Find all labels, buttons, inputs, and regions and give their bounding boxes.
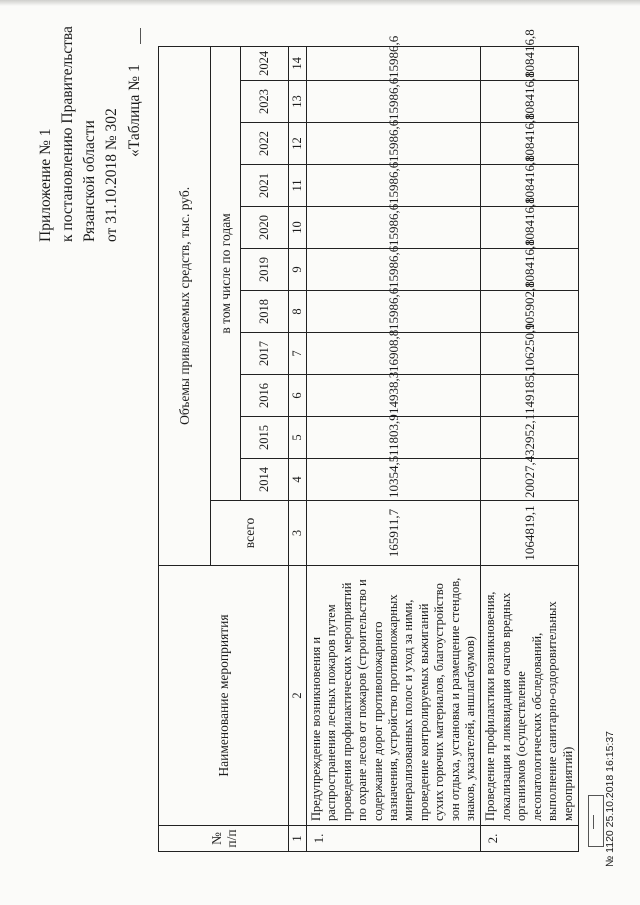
column-index: 12 [289,123,307,165]
appendix-date: от 31.10.2018 № 302 [103,108,120,242]
table-row [481,46,578,851]
table-row [307,46,481,851]
row-number: 2. [481,826,578,852]
col-total-header: всего [211,501,289,566]
col-num-header: № п/п [159,826,289,852]
activity-name: Предупреждение возникновения и распространения лесных пожаров путем проведения профилактических мероприятий по охране лесов от пожаров (строительство и содержание дорог противопожарного назначения, устройство противопожарных минерализованных полос и уход за ними, проведение контролируемых выжиганий сухих горючих материалов, благоустройство зон отдыха, установка и размещение стендов, знаков, указателей, аншлагбаумов) [307,566,481,826]
year-header: 2022 [241,123,289,165]
col-volumes-header: Объемы привлекаемых средств, тыс. руб. [159,46,211,565]
activity-name: Проведение профилактики возникновения, локализация и ликвидация очагов вредных организмов (осуществление лесопатологических обследований, выполнение санитарно-оздоровительных мероприятий) [481,566,578,826]
year-header: 2019 [241,249,289,291]
column-index: 5 [289,417,307,459]
row-total: 165911,7 [307,501,481,566]
year-value: 16908,8 [307,333,481,375]
appendix-ref: к постановлению Правительства [59,26,76,242]
column-index: 1 [289,826,307,852]
column-index: 11 [289,165,307,207]
year-value: 15986,6 [307,165,481,207]
year-value: 108416,8 [481,207,578,249]
year-value: 14938,3 [307,375,481,417]
year-value: 108416,8 [481,249,578,291]
column-index: 2 [289,566,307,826]
year-value: 11803,9 [307,417,481,459]
year-header: 2017 [241,333,289,375]
year-header: 2014 [241,459,289,501]
year-value: 108416,8 [481,46,578,80]
registration-stamp: № 1120 25.10.2018 16:15:37 [604,730,616,867]
year-value: 32952,1 [481,417,578,459]
year-header: 2024 [241,46,289,80]
col-name-header: Наименование мероприятия [159,566,289,826]
year-value: 108416,8 [481,165,578,207]
year-value: 105902,8 [481,291,578,333]
column-index: 7 [289,333,307,375]
year-header: 2018 [241,291,289,333]
column-index: 8 [289,291,307,333]
appendix-title: Приложение № 1 [37,128,54,242]
col-by-year-header: в том числе по годам [211,46,241,500]
year-value: 15986,6 [307,46,481,80]
year-value: 15986,6 [307,291,481,333]
year-value: 108416,8 [481,81,578,123]
column-index: 6 [289,375,307,417]
column-index: 10 [289,207,307,249]
column-index: 3 [289,501,307,566]
row-total: 1064819,1 [481,501,578,566]
column-index: 13 [289,81,307,123]
column-index: 9 [289,249,307,291]
year-header: 2023 [241,81,289,123]
year-value: 108416,8 [481,123,578,165]
table-label: «Таблица № 1 [126,64,143,157]
column-index: 14 [289,46,307,80]
funding-table [158,29,579,852]
year-header: 2015 [241,417,289,459]
year-value: 15986,6 [307,81,481,123]
year-value: 149185,1 [481,375,578,417]
registration-seal-icon [588,795,604,847]
year-header: 2016 [241,375,289,417]
year-value: 20027,4 [481,459,578,501]
column-index: 4 [289,459,307,501]
year-value: 106250,9 [481,333,578,375]
year-value: 10354,5 [307,459,481,501]
year-value: 15986,6 [307,207,481,249]
year-header: 2020 [241,207,289,249]
year-value: 15986,6 [307,123,481,165]
appendix-header [35,2,123,242]
year-value: 15986,6 [307,249,481,291]
appendix-region: Рязанской области [81,120,98,242]
year-header: 2021 [241,165,289,207]
row-number: 1. [307,826,481,852]
